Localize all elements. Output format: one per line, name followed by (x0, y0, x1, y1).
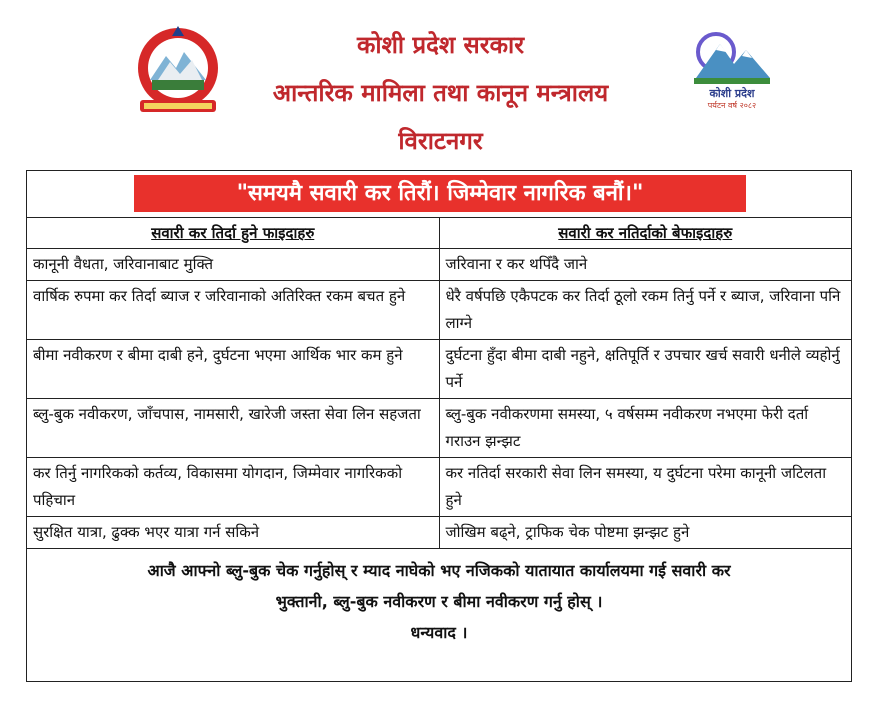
comparison-table (27, 218, 851, 549)
slogan-row (27, 171, 851, 218)
notice-table-frame (26, 170, 852, 682)
table-row (27, 281, 851, 340)
benefit-cell: कर तिर्नु नागरिकको कर्तव्य, विकासमा योगदान, जिम्मेवार नागरिकको पहिचान (27, 458, 439, 517)
drawback-cell: कर नतिर्दा सरकारी सेवा लिन समस्या, य दुर्घटना परेमा कानूनी जटिलता हुने (439, 458, 851, 517)
table-row (27, 249, 851, 281)
table-row (27, 340, 851, 399)
drawback-cell: जरिवाना र कर थपिँदै जाने (439, 249, 851, 281)
drawback-cell: धेरै वर्षपछि एकैपटक कर तिर्दा ठूलो रकम तिर्नु पर्ने र ब्याज, जरिवाना पनि लाग्ने (439, 281, 851, 340)
table-row (27, 399, 851, 458)
ministry-name: आन्तरिक मामिला तथा कानून मन्त्रालय (272, 79, 609, 107)
benefit-cell: बीमा नवीकरण र बीमा दाबी हने, दुर्घटना भएमा आर्थिक भार कम हुने (27, 340, 439, 399)
footer-line-1: आजै आफ्नो ब्लु-बुक चेक गर्नुहोस् र म्याद नाघेको भए नजिकको यातायात कार्यालयमा गई सवारी कर (147, 561, 731, 580)
benefit-cell: कानूनी वैधता, जरिवानाबाट मुक्ति (27, 249, 439, 281)
koshi-logo-text: कोशी प्रदेश (709, 87, 755, 100)
header-title: कोशी प्रदेश सरकार (356, 31, 525, 59)
drawback-cell: दुर्घटना हुँदा बीमा दाबी नहुने, क्षतिपूर्ति र उपचार खर्च सवारी धनीले व्यहोर्नु पर्ने (439, 340, 851, 399)
drawback-cell: ब्लु-बुक नवीकरणमा समस्या, ५ वर्षसम्म नवीकरण नभएमा फेरी दर्ता गराउन झन्झट (439, 399, 851, 458)
table-row (27, 458, 851, 517)
drawback-cell: जोखिम बढ्ने, ट्राफिक चेक पोष्टमा झन्झट हुने (439, 517, 851, 549)
location-name: विराटनगर (398, 127, 483, 155)
koshi-pradesh-logo (686, 30, 778, 116)
footer-message (27, 549, 851, 648)
benefit-cell: ब्लु-बुक नवीकरण, जाँचपास, नामसारी, खारेजी जस्ता सेवा लिन सहजता (27, 399, 439, 458)
benefits-header: सवारी कर तिर्दा हुने फाइदाहरु (27, 218, 439, 249)
header (0, 0, 881, 170)
table-row (27, 517, 851, 549)
mountain-icon (686, 30, 778, 86)
table-header-row (27, 218, 851, 249)
drawbacks-header: सवारी कर नतिर्दाको बेफाइदाहरु (439, 218, 851, 249)
footer-line-2: भुक्तानी, ब्लु-बुक नवीकरण र बीमा नवीकरण गर्नु होस् । (275, 592, 603, 611)
slogan-banner: "समयमै सवारी कर तिरौं। जिम्मेवार नागरिक बनौं।" (134, 175, 746, 212)
benefit-cell: सुरक्षित यात्रा, ढुक्क भएर यात्रा गर्न सकिने (27, 517, 439, 549)
koshi-logo-subtext: पर्यटन वर्ष २०८२ (707, 101, 757, 110)
footer-thanks: धन्यवाद । (410, 623, 468, 642)
benefit-cell: वार्षिक रुपमा कर तिर्दा ब्याज र जरिवानाको अतिरिक्त रकम बचत हुने (27, 281, 439, 340)
